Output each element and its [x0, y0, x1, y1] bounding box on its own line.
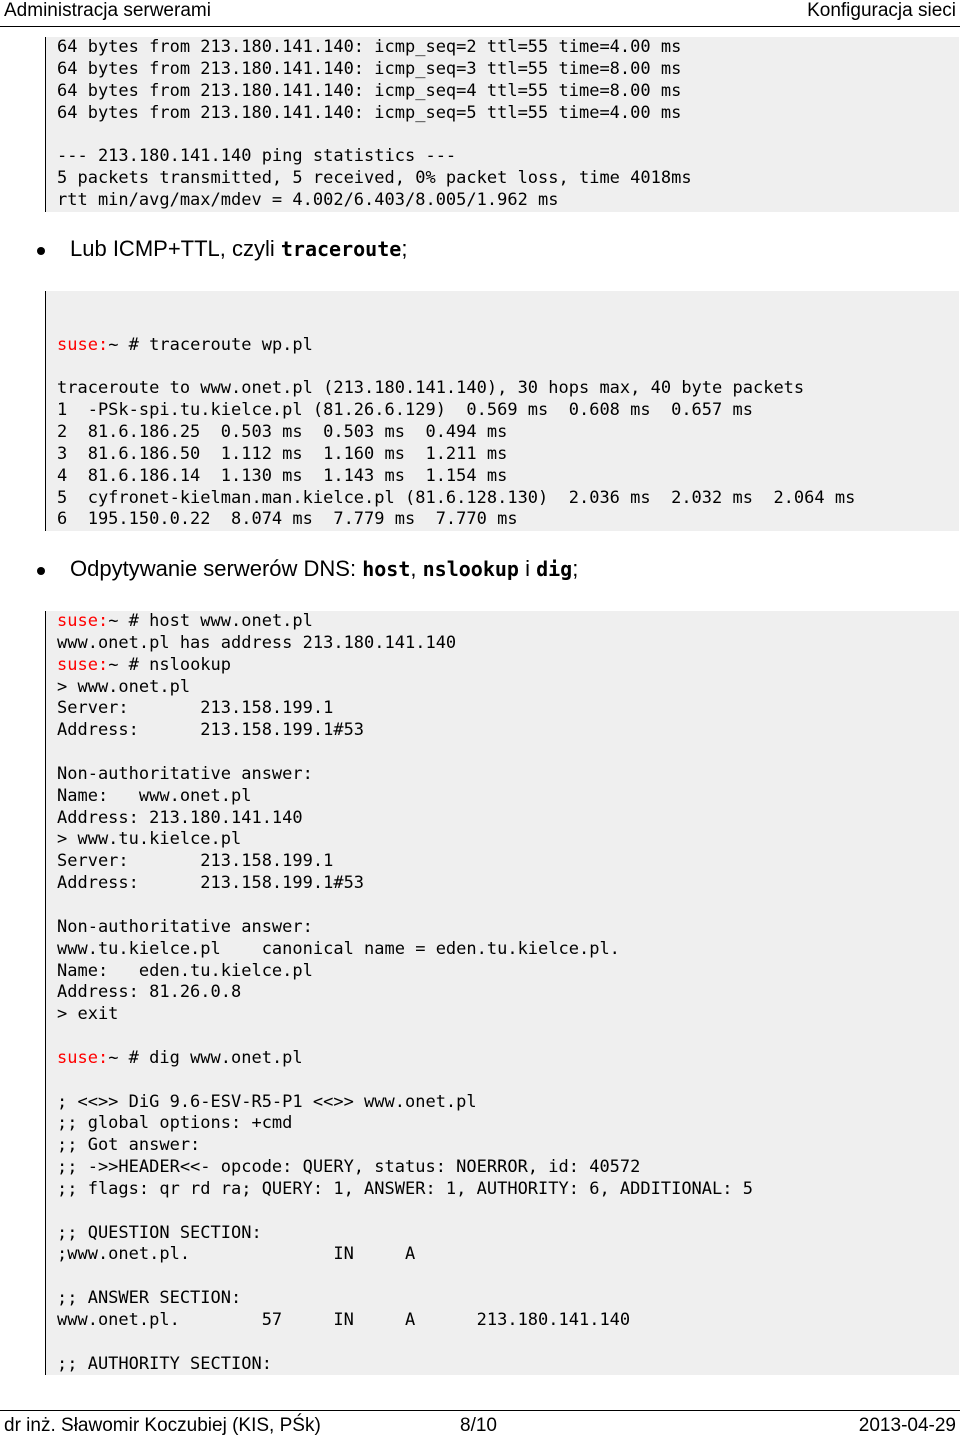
code-line: 3 81.6.186.50 1.112 ms 1.160 ms 1.211 ms: [57, 443, 508, 464]
code-line: [57, 895, 959, 917]
code-line: [57, 1266, 959, 1288]
command-dig: dig: [536, 557, 573, 581]
code-line: suse:~ # nslookup: [57, 654, 232, 675]
traceroute-output-block: [45, 291, 959, 531]
code-line: > exit: [57, 1004, 119, 1025]
code-line: Non-authoritative answer:: [57, 763, 313, 784]
code-line: --- 213.180.141.140 ping statistics ---: [57, 146, 457, 167]
command-nslookup: nslookup: [422, 557, 519, 581]
bullet-dot: [37, 567, 45, 575]
code-line: Server: 213.158.199.1: [57, 698, 334, 719]
code-line: Name: eden.tu.kielce.pl: [57, 960, 313, 981]
code-line: www.onet.pl has address 213.180.141.140: [57, 632, 457, 653]
code-line: > www.onet.pl: [57, 676, 191, 697]
footer-author: dr inż. Sławomir Koczubiej (KIS, PŚk): [4, 1415, 321, 1436]
code-line: Non-authoritative answer:: [57, 916, 313, 937]
code-line: 64 bytes from 213.180.141.140: icmp_seq=4 ttl=55 time=8.00 ms: [57, 80, 682, 101]
ping-output-block: [45, 37, 959, 212]
code-line: rtt min/avg/max/mdev = 4.002/6.403/8.005/1.962 ms: [57, 189, 559, 210]
code-line: 1 -PSk-spi.tu.kielce.pl (81.26.6.129) 0.569 ms 0.608 ms 0.657 ms: [57, 400, 753, 421]
code-line: suse:~ # dig www.onet.pl: [57, 1047, 303, 1068]
command-traceroute: traceroute: [280, 237, 402, 261]
code-line: ;; global options: +cmd: [57, 1113, 293, 1134]
code-line: 64 bytes from 213.180.141.140: icmp_seq=2 ttl=55 time=4.00 ms: [57, 37, 682, 57]
code-line: www.tu.kielce.pl canonical name = eden.tu.kielce.pl.: [57, 938, 620, 959]
code-line: 64 bytes from 213.180.141.140: icmp_seq=5 ttl=55 time=4.00 ms: [57, 102, 682, 123]
code-line: suse:~ # host www.onet.pl: [57, 611, 313, 631]
code-line: ;; flags: qr rd ra; QUERY: 1, ANSWER: 1, AUTHORITY: 6, ADDITIONAL: 5: [57, 1178, 753, 1199]
code-line: [57, 742, 959, 764]
code-line: ;; ANSWER SECTION:: [57, 1288, 242, 1309]
code-line: Address: 81.26.0.8: [57, 982, 242, 1003]
code-line: ;www.onet.pl. IN A: [57, 1244, 416, 1265]
dns-output-block: [45, 611, 959, 1375]
code-line: Address: 213.180.141.140: [57, 807, 303, 828]
code-line: 64 bytes from 213.180.141.140: icmp_seq=3 ttl=55 time=8.00 ms: [57, 58, 682, 79]
header-title: Administracja serwerami: [4, 0, 211, 21]
code-line: www.onet.pl. 57 IN A 213.180.141.140: [57, 1310, 631, 1330]
command-host: host: [362, 557, 411, 581]
code-line: [57, 1026, 959, 1048]
bullet-text: Odpytywanie serwerów DNS: host, nslookup i dig;: [70, 556, 579, 581]
code-line: Name: www.onet.pl: [57, 785, 252, 806]
code-line: Server: 213.158.199.1: [57, 851, 334, 872]
code-line: [57, 1201, 959, 1223]
bullet-text: Lub ICMP+TTL, czyli traceroute;: [70, 236, 408, 261]
code-line: [57, 124, 959, 146]
shell-prompt: suse:: [57, 611, 109, 631]
code-line: [57, 1332, 959, 1354]
shell-prompt: suse:: [57, 1047, 109, 1068]
code-line: ;; AUTHORITY SECTION:: [57, 1353, 272, 1374]
code-line: 4 81.6.186.14 1.130 ms 1.143 ms 1.154 ms: [57, 465, 508, 486]
code-line: 6 195.150.0.22 8.074 ms 7.779 ms 7.770 ms: [57, 509, 518, 530]
page-footer: [0, 1410, 960, 1437]
code-line: ;; QUESTION SECTION:: [57, 1222, 262, 1243]
code-line: 5 cyfronet-kielman.man.kielce.pl (81.6.128.130) 2.036 ms 2.032 ms 2.064 ms: [57, 487, 856, 508]
header-section: Konfiguracja sieci: [807, 0, 956, 21]
footer-date: 2013-04-29: [858, 1415, 956, 1436]
code-line: Address: 213.158.199.1#53: [57, 720, 365, 741]
code-line: traceroute to www.onet.pl (213.180.141.140), 30 hops max, 40 byte packets: [57, 378, 805, 399]
bullet-dot: [37, 247, 45, 255]
code-line: [57, 1070, 959, 1092]
code-line: ;; Got answer:: [57, 1135, 201, 1156]
code-line: 2 81.6.186.25 0.503 ms 0.503 ms 0.494 ms: [57, 422, 508, 443]
footer-page-number: 8/10: [460, 1415, 497, 1436]
shell-prompt: suse:: [57, 654, 109, 675]
code-line: 5 packets transmitted, 5 received, 0% packet loss, time 4018ms: [57, 168, 692, 189]
code-line: > www.tu.kielce.pl: [57, 829, 242, 850]
page-header: [0, 0, 960, 27]
shell-prompt: suse:: [57, 334, 109, 355]
code-line: suse:~ # traceroute wp.pl: [57, 334, 313, 355]
code-line: ;; ->>HEADER<<- opcode: QUERY, status: NOERROR, id: 40572: [57, 1157, 641, 1178]
code-line: Address: 213.158.199.1#53: [57, 873, 365, 894]
code-line: ; <<>> DiG 9.6-ESV-R5-P1 <<>> www.onet.pl: [57, 1091, 477, 1112]
